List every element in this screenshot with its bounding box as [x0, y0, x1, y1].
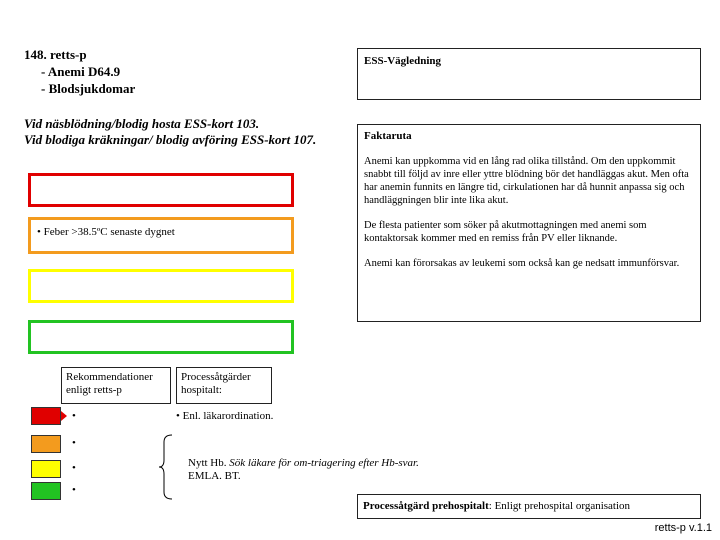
ess-vagledning-title: ESS-Vägledning — [364, 55, 442, 67]
version-label: retts-p v.1.1 — [654, 522, 712, 534]
ess-vagledning-box — [357, 48, 701, 100]
process-lower-italic: Sök läkare för om-triagering efter Hb-svar. — [229, 457, 419, 469]
level-square-orange — [31, 435, 61, 453]
rec-bullet-yellow: • — [72, 462, 76, 474]
faktaruta-paragraph-1: Anemi kan uppkomma vid en lång rad olika tillstånd. Om den uppkommit snabbt till följd av inre eller yttre blödning bör det handläggas akut. Men ofta har anemin funnits en längre tid, cirkulationen har då hunnit anpassa sig och handläggningen blir inte lika akut. — [364, 156, 689, 206]
ess-reference-line-1: Vid näsblödning/blodig hosta ESS-kort 103. — [24, 116, 260, 131]
faktaruta-paragraph-3: Anemi kan förorsakas av leukemi som också kan ge nedsatt immunförsvar. — [364, 258, 680, 269]
triage-box-orange — [28, 217, 294, 254]
title-line-1: 148. retts-p — [24, 47, 87, 62]
process-red-item: • Enl. läkarordination. — [176, 410, 274, 422]
triage-box-yellow — [28, 269, 294, 303]
orange-item-fever: • Feber >38.5ºC senaste dygnet — [37, 226, 175, 238]
brace-icon — [158, 434, 174, 500]
faktaruta-paragraph-2: De flesta patienter som söker på akutmottagningen med anemi som kontaktorsak kommer med en remiss från PV eller liknande. — [364, 220, 647, 244]
rec-bullet-red: • — [72, 410, 76, 422]
prehospital-box — [357, 494, 701, 519]
prehospital-text: : Enligt prehospital organisation — [488, 500, 631, 512]
title-line-2: - Anemi D64.9 — [41, 64, 121, 79]
title-line-3: - Blodsjukdomar — [41, 81, 136, 96]
ess-reference — [24, 116, 316, 148]
process-lower-items — [188, 457, 419, 483]
level-square-red — [31, 407, 61, 425]
recommendations-header: Rekommendationer enligt retts-p — [61, 367, 171, 404]
rec-bullet-orange: • — [72, 437, 76, 449]
faktaruta-title: Faktaruta — [364, 130, 412, 142]
process-lower-prefix: Nytt Hb. — [188, 457, 230, 469]
triage-box-green — [28, 320, 294, 354]
document-title — [24, 46, 135, 97]
process-header: Processåtgärder hospitalt: — [176, 367, 272, 404]
faktaruta-box — [357, 124, 701, 322]
ess-reference-line-2: Vid blodiga kräkningar/ blodig avföring ESS-kort 107. — [24, 132, 317, 147]
triage-box-red — [28, 173, 294, 207]
process-lower-line-2: EMLA. BT. — [188, 470, 241, 482]
level-square-yellow — [31, 460, 61, 478]
prehospital-label: Processåtgärd prehospitalt — [363, 500, 489, 512]
arrow-red-icon — [61, 411, 67, 421]
level-square-green — [31, 482, 61, 500]
rec-bullet-green: • — [72, 484, 76, 496]
